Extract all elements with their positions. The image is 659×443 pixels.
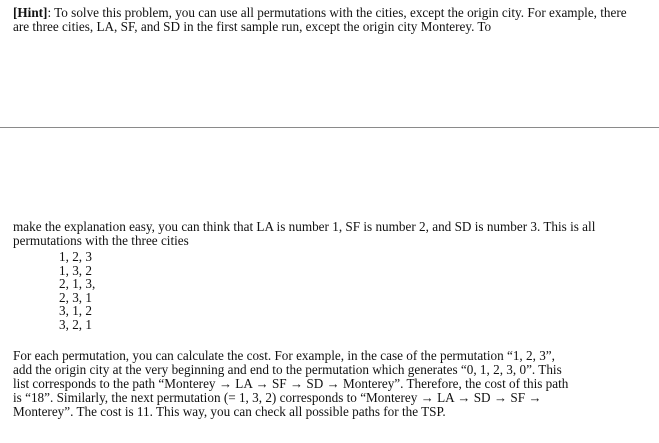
cost-line: For each permutation, you can calculate the cost. For example, in the case of the permutation “1, 2, 3”,: [13, 348, 555, 363]
cost-line: Monterey”. The cost is 11. This way, you can check all possible paths for the TSP.: [13, 404, 446, 419]
permutation-item: 2, 1, 3,: [59, 276, 96, 292]
permutation-item: 2, 3, 1: [59, 289, 92, 305]
hint-text: : To solve this problem, you can use all permutations with the cities, except the origin city. For example, there are three cities, LA, SF, and SD in the first sample run, except the origin city Monterey. To: [13, 5, 627, 34]
intro-paragraph: make the explanation easy, you can think that LA is number 1, SF is number 2, and SD is number 3. This is all permutations with the three cities: [13, 219, 596, 248]
permutation-item: 3, 2, 1: [59, 316, 92, 332]
cost-line: add the origin city at the very beginning and end to the permutation which generates “0, 1, 2, 3, 0”. This: [13, 362, 562, 377]
permutation-list: [59, 250, 95, 332]
permutation-item: 1, 3, 2: [59, 262, 92, 278]
cost-line: is “18”. Similarly, the next permutation (= 1, 3, 2) corresponds to “Monterey → LA → SD → SF →: [13, 390, 542, 405]
permutation-item: 1, 2, 3: [59, 249, 92, 264]
cost-line: list corresponds to the path “Monterey → LA → SF → SD → Monterey”. Therefore, the cost of this path: [13, 376, 569, 391]
section-divider: [0, 127, 659, 128]
hint-label: [Hint]: [13, 5, 48, 20]
cost-explanation-paragraph: [13, 349, 643, 419]
hint-paragraph: [13, 6, 643, 34]
permutation-item: 3, 1, 2: [59, 303, 92, 319]
